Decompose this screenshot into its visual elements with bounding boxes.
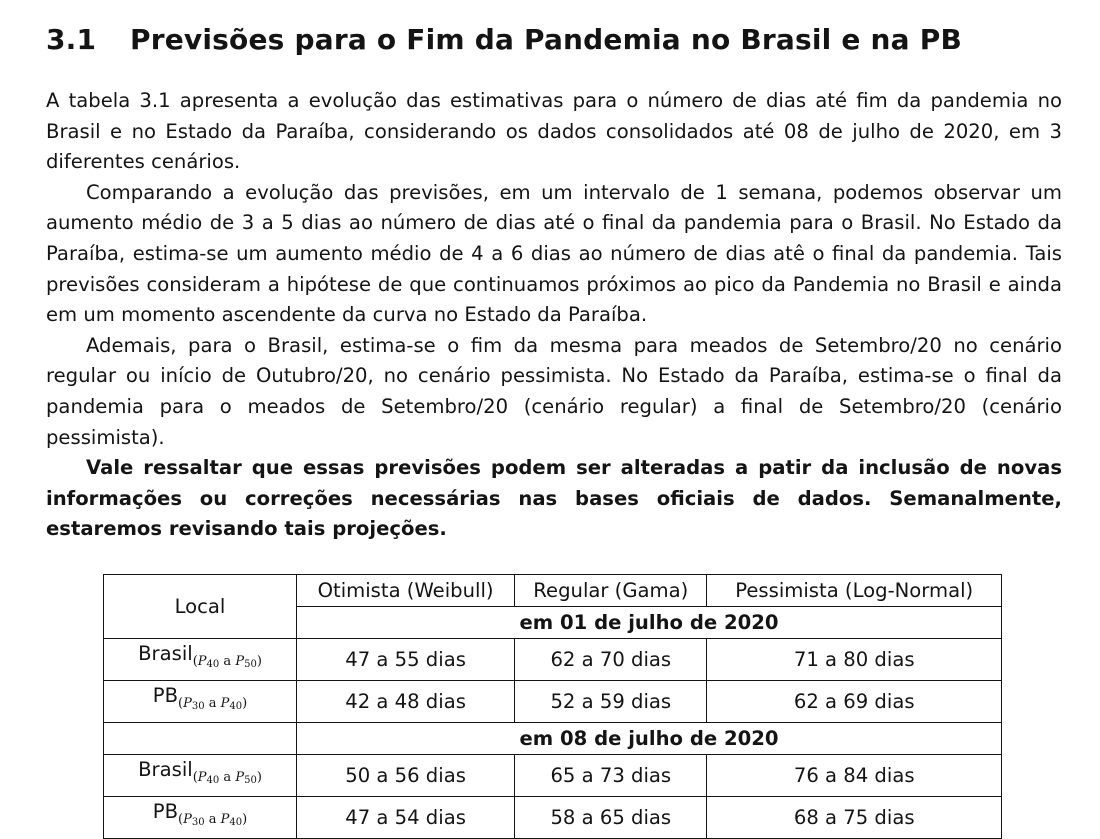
table-row: [104, 681, 1002, 723]
label-brasil: Brasil: [138, 758, 193, 781]
paragraph-disclaimer: Vale ressaltar que essas previsões podem ser alteradas a patir da inclusão de novas informações ou correções necessárias nas bases oficiais de dados. Semanalmente, estaremos revisando tais projeções.: [46, 456, 1062, 541]
label-pb: PB: [152, 800, 179, 823]
table-row: [104, 797, 1002, 839]
row-label-pb: [104, 681, 297, 723]
section-heading: [46, 18, 1062, 62]
cell-value: 76 a 84 dias: [707, 755, 1002, 797]
table-row: [104, 755, 1002, 797]
header-regular: Regular (Gama): [515, 575, 707, 607]
cell-value: 47 a 54 dias: [297, 797, 515, 839]
section-title: Previsões para o Fim da Pandemia no Brasil e na PB: [130, 23, 962, 56]
date-label: em 01 de julho de 2020: [297, 607, 1002, 639]
paragraph-forecast: Ademais, para o Brasil, estima-se o fim da mesma para meados de Setembro/20 no cenário regular ou início de Outubro/20, no cenário pessimista. No Estado da Paraíba, estima-se o final da pandemia para o meados de Setembro/20 (cenário regular) a final de Setembro/20 (cenário pessimista).: [46, 333, 1062, 449]
cell-value: 52 a 59 dias: [515, 681, 707, 723]
cell-value: 50 a 56 dias: [297, 755, 515, 797]
forecast-table: [103, 574, 1002, 839]
paragraph-intro: A tabela 3.1 apresenta a evolução das estimativas para o número de dias até fim da pandemia no Brasil e no Estado da Paraíba, considerando os dados consolidados até 08 de julho de 2020, em 3 diferentes cenários.: [46, 89, 1062, 174]
cell-value: 65 a 73 dias: [515, 755, 707, 797]
cell-value: 42 a 48 dias: [297, 681, 515, 723]
header-local: Local: [104, 575, 297, 639]
table-header-row: [104, 575, 1002, 607]
row-label-brasil: [104, 639, 297, 681]
empty-cell: [104, 723, 297, 755]
label-brasil: Brasil: [138, 642, 193, 665]
header-otimista: Otimista (Weibull): [297, 575, 515, 607]
percentile-range: (P30 a P40): [178, 812, 248, 828]
date-label: em 08 de julho de 2020: [297, 723, 1002, 755]
cell-value: 62 a 69 dias: [707, 681, 1002, 723]
section-body: [46, 86, 1062, 545]
date-row: [104, 723, 1002, 755]
paragraph-comparison: Comparando a evolução das previsões, em um intervalo de 1 semana, podemos observar um aumento médio de 3 a 5 dias ao número de dias até o final da pandemia para o Brasil. No Estado da Paraíba, estima-se um aumento médio de 4 a 6 dias ao número de dias atê o final da pandemia. Tais previsões consideram a hipótese de que continuamos próximos ao pico da Pandemia no Brasil e ainda em um momento ascendente da curva no Estado da Paraíba.: [46, 180, 1062, 327]
cell-value: 68 a 75 dias: [707, 797, 1002, 839]
label-pb: PB: [152, 684, 179, 707]
section-number: 3.1: [46, 23, 97, 56]
cell-value: 71 a 80 dias: [707, 639, 1002, 681]
cell-value: 62 a 70 dias: [515, 639, 707, 681]
row-label-pb: [104, 797, 297, 839]
cell-value: 47 a 55 dias: [297, 639, 515, 681]
table-row: [104, 639, 1002, 681]
percentile-range: (P40 a P50): [192, 770, 262, 786]
cell-value: 58 a 65 dias: [515, 797, 707, 839]
percentile-range: (P40 a P50): [192, 654, 262, 670]
document-page: [46, 18, 1062, 545]
percentile-range: (P30 a P40): [178, 696, 248, 712]
header-pessimista: Pessimista (Log-Normal): [707, 575, 1002, 607]
row-label-brasil: [104, 755, 297, 797]
